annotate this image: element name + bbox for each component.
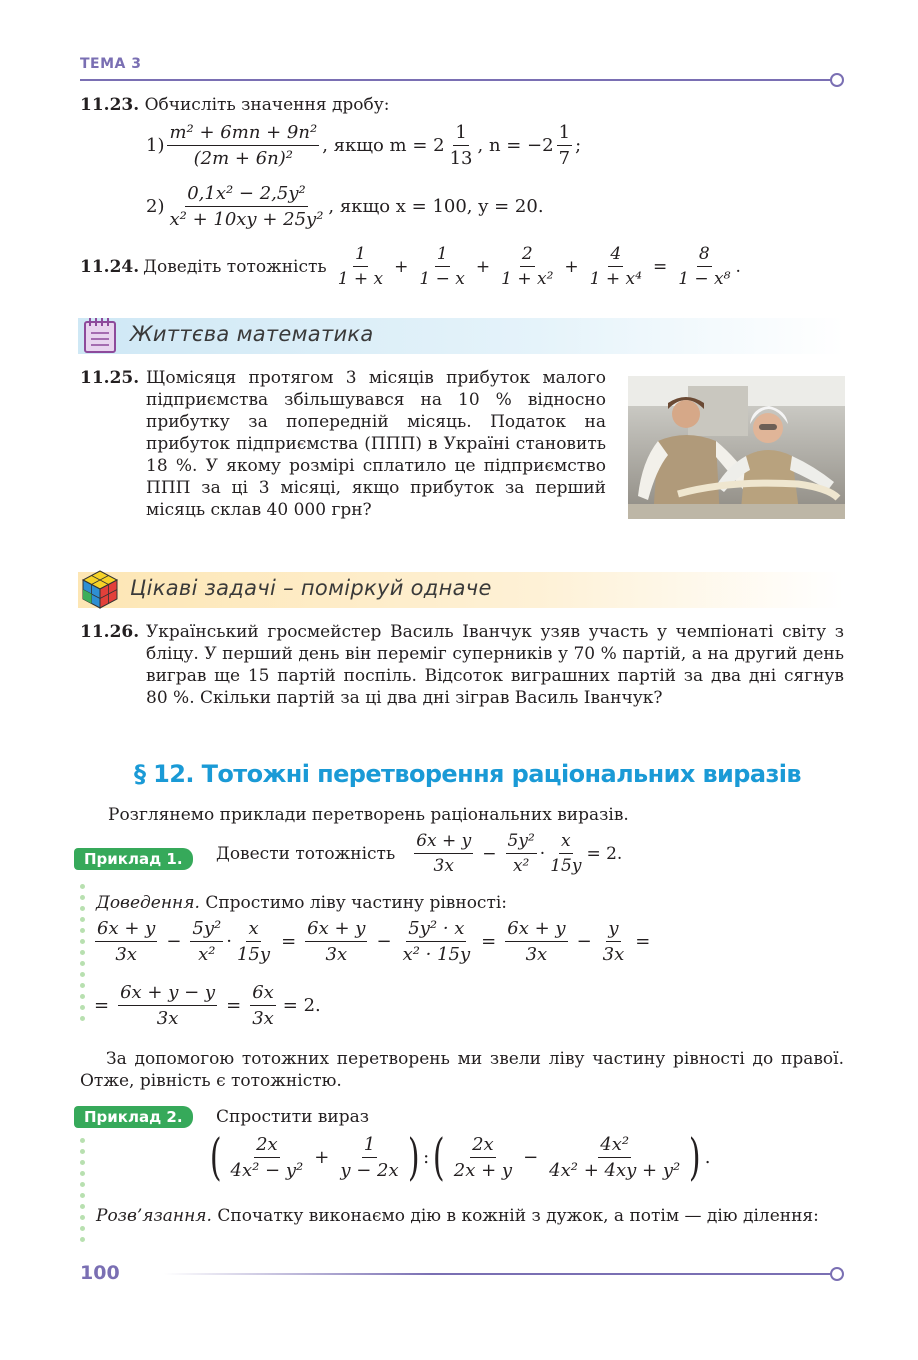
- fraction: $\frac{2x}{2x + y}$: [453, 1133, 513, 1181]
- fraction: $\frac{1}{1 - x}$: [419, 244, 465, 289]
- operator: =: [481, 931, 497, 952]
- mixed-fraction: $\frac{1}{7}$: [558, 122, 571, 169]
- problem-11-25-text: Щомісяця протягом 3 місяців прибуток малого підприємства збільшувався на 10 % відносно прибутку за попередній місяць. Податок на прибуток підприємства (ППП) в Україні становить 18 %. У якому розмірі сплатило це підприємство ППП за ці 3 місяці, якщо прибуток за перший місяць склав 40 000 грн?: [146, 368, 606, 520]
- proof-label: Доведення.: [96, 893, 200, 913]
- banner-title: Цікаві задачі – поміркуй одначе: [130, 576, 492, 600]
- fraction: $\frac{1}{y - 2x}$: [340, 1133, 399, 1181]
- fraction: $\frac{6x + y}{3x}$: [307, 918, 366, 965]
- result: = 2.: [282, 995, 321, 1016]
- problem-number: 11.26.: [80, 622, 140, 642]
- condition-text: , якщо x = 100, y = 20.: [328, 196, 544, 217]
- footer-ring: [830, 1267, 844, 1281]
- right-paren: ): [407, 1128, 420, 1186]
- example-1-conclusion: За допомогою тотожних перетворень ми звели ліву частину рівності до правої. Отже, рівність є тотожністю.: [80, 1049, 844, 1091]
- fraction: $\frac{8}{\text{1 − x⁸}}$: [678, 244, 731, 289]
- example-2-solution: [96, 1205, 844, 1227]
- operator: +: [394, 256, 409, 277]
- fraction: $\frac{\text{0,1x² − 2,5y²}}{\text{x² + 10xy + 25y²}}$: [169, 183, 324, 230]
- proof-line: [96, 892, 507, 914]
- fraction: $\frac{\text{5y²}}{\text{x²}}$: [192, 918, 222, 965]
- example-1-task: [216, 831, 622, 876]
- operator: +: [475, 256, 491, 277]
- punctuation: .: [704, 1146, 711, 1168]
- mixed-fraction: $\frac{1}{13}$: [449, 122, 473, 169]
- task-text: Довести тотожність: [216, 843, 396, 864]
- example-1-badge: Приклад 1.: [74, 848, 193, 870]
- header-rule: [80, 79, 832, 81]
- banner-title: Життєва математика: [130, 322, 374, 346]
- fraction: $\frac{\text{5y²}}{\text{x²}}$: [507, 831, 535, 876]
- operator: =: [281, 931, 297, 952]
- right-paren: ): [689, 1128, 701, 1186]
- proof-equation-line-2: [94, 982, 321, 1029]
- fraction: $\frac{6x + y}{3x}$: [416, 831, 472, 876]
- operator: ·: [539, 843, 546, 864]
- problem-number: 11.25.: [80, 368, 140, 388]
- problem-text: Доведіть тотожність: [143, 256, 327, 277]
- left-paren: (: [433, 1128, 445, 1186]
- example-2-expression: [206, 1128, 711, 1186]
- problem-text: Обчисліть значення дробу:: [144, 95, 390, 115]
- footer-rule: [164, 1273, 832, 1275]
- left-paren: (: [209, 1128, 222, 1186]
- condition-text: , n = −2: [477, 135, 554, 156]
- operator: −: [376, 931, 392, 952]
- fraction: $\frac{\text{m² + 6mn + 9n²}}{\text{(2m + 6n)²}}$: [169, 122, 318, 169]
- operator: =: [635, 931, 651, 952]
- margin-dots: [80, 1138, 86, 1248]
- fraction: $\frac{\text{4x²}}{\text{4x² + 4xy + y²}}$: [549, 1133, 681, 1181]
- example-2-task: Спростити вираз: [216, 1107, 370, 1127]
- operator: −: [166, 931, 182, 952]
- fraction: $\frac{1}{1 + x}$: [337, 244, 384, 289]
- problem-number: 11.24.: [80, 256, 140, 277]
- operator: +: [314, 1146, 330, 1168]
- problem-11-23-item-1: [146, 122, 581, 169]
- example-2-badge: Приклад 2.: [74, 1106, 193, 1128]
- section-intro: Розглянемо приклади перетворень раціональних виразів.: [108, 805, 629, 825]
- operator: −: [576, 931, 592, 952]
- fraction: $\frac{2}{\text{1 + x²}}$: [501, 244, 554, 289]
- cube-icon: [80, 568, 120, 610]
- fraction: $\frac{4}{\text{1 + x⁴}}$: [589, 244, 642, 289]
- operator: +: [564, 256, 579, 277]
- page-number: 100: [80, 1262, 120, 1284]
- fraction: $\frac{6x}{3x}$: [252, 982, 274, 1029]
- problem-11-23-item-2: [146, 183, 544, 230]
- operator: ·: [226, 931, 232, 952]
- condition-text: , якщо m = 2: [322, 135, 445, 156]
- problem-11-26-text: Український гросмейстер Василь Іванчук узяв участь у чемпіонаті світу з бліцу. У перший день він переміг суперників у 70 % партій, а на другий день виграв ще 15 партій поспіль. Відсоток виграшних партій за два дні сягнув 80 %. Скільки партій за ці два дні зіграв Василь Іванчук?: [146, 622, 844, 708]
- notebook-icon: [82, 315, 118, 355]
- margin-dots: [80, 884, 86, 1027]
- bakery-photo: [628, 376, 845, 519]
- section-header: ТЕМА 3: [80, 56, 142, 72]
- problem-number: 11.23.: [80, 95, 140, 115]
- fraction: $\frac{6x + y}{3x}$: [507, 918, 566, 965]
- item-index: 1): [146, 135, 165, 156]
- result: = 2.: [586, 843, 623, 864]
- operator: =: [652, 256, 668, 277]
- fraction: $\frac{y}{3x}$: [602, 918, 625, 965]
- operator: =: [226, 995, 242, 1016]
- problem-11-24: [80, 244, 741, 289]
- operator: :: [423, 1146, 430, 1168]
- proof-text: Спростимо ліву частину рівності:: [205, 893, 508, 913]
- operator: −: [482, 843, 497, 864]
- header-ring: [830, 73, 844, 87]
- operator: −: [523, 1146, 539, 1168]
- punctuation: ;: [575, 135, 582, 156]
- punctuation: .: [735, 256, 741, 277]
- banner-interesting-tasks: [78, 572, 844, 608]
- banner-life-math: [78, 318, 844, 354]
- section-title: § 12. Тотожні перетворення раціональних виразів: [134, 760, 802, 788]
- fraction: $\frac{x}{15y}$: [236, 918, 271, 965]
- operator: =: [94, 995, 110, 1016]
- fraction: $\frac{6x + y - y}{3x}$: [120, 982, 216, 1029]
- fraction: $\frac{x}{15y}$: [550, 831, 582, 876]
- proof-equation-line-1: [92, 918, 656, 965]
- fraction: $\frac{6x + y}{3x}$: [97, 918, 156, 965]
- problem-11-23: [80, 94, 390, 116]
- solution-label: Розв’язання.: [96, 1206, 212, 1226]
- item-index: 2): [146, 196, 165, 217]
- fraction: $\frac{\text{5y² · x}}{\text{x² · 15y}}$: [402, 918, 471, 965]
- solution-text: Спочатку виконаємо дію в кожній з дужок, а потім — дію ділення:: [217, 1206, 819, 1226]
- fraction: $\frac{2x}{\text{4x² − y²}}$: [230, 1133, 304, 1181]
